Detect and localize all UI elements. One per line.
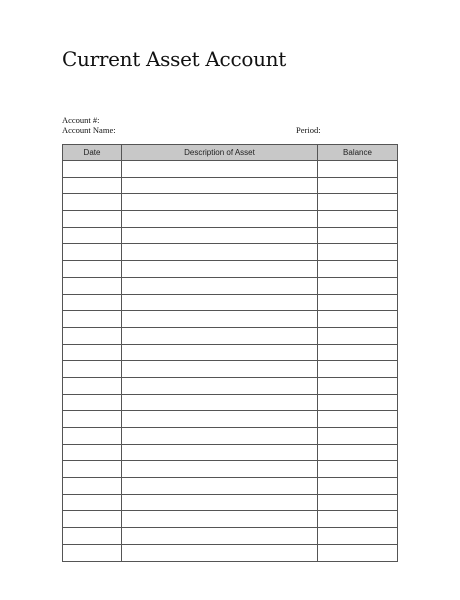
- balance-cell[interactable]: [318, 494, 398, 511]
- date-cell[interactable]: [63, 428, 122, 445]
- description-cell[interactable]: [122, 428, 318, 445]
- date-cell[interactable]: [63, 211, 122, 228]
- date-cell[interactable]: [63, 277, 122, 294]
- table-row: [63, 494, 398, 511]
- column-header-description: Description of Asset: [122, 145, 318, 161]
- balance-cell[interactable]: [318, 311, 398, 328]
- date-cell[interactable]: [63, 461, 122, 478]
- balance-cell[interactable]: [318, 344, 398, 361]
- date-cell[interactable]: [63, 344, 122, 361]
- table-row: [63, 294, 398, 311]
- date-cell[interactable]: [63, 411, 122, 428]
- table-row: [63, 478, 398, 495]
- date-cell[interactable]: [63, 528, 122, 545]
- balance-cell[interactable]: [318, 194, 398, 211]
- table-row: [63, 411, 398, 428]
- date-cell[interactable]: [63, 261, 122, 278]
- description-cell[interactable]: [122, 377, 318, 394]
- balance-cell[interactable]: [318, 461, 398, 478]
- description-cell[interactable]: [122, 327, 318, 344]
- column-header-balance: Balance: [318, 145, 398, 161]
- date-cell[interactable]: [63, 361, 122, 378]
- date-cell[interactable]: [63, 177, 122, 194]
- date-cell[interactable]: [63, 227, 122, 244]
- page-title: Current Asset Account: [62, 47, 287, 71]
- table-row: [63, 261, 398, 278]
- table-row: [63, 277, 398, 294]
- description-cell[interactable]: [122, 344, 318, 361]
- description-cell[interactable]: [122, 528, 318, 545]
- account-number-label: Account #:: [62, 115, 100, 125]
- date-cell[interactable]: [63, 194, 122, 211]
- description-cell[interactable]: [122, 361, 318, 378]
- table-row: [63, 394, 398, 411]
- date-cell[interactable]: [63, 311, 122, 328]
- table-row: [63, 227, 398, 244]
- table-row: [63, 511, 398, 528]
- balance-cell[interactable]: [318, 528, 398, 545]
- balance-cell[interactable]: [318, 277, 398, 294]
- column-header-date: Date: [63, 145, 122, 161]
- date-cell[interactable]: [63, 494, 122, 511]
- balance-cell[interactable]: [318, 177, 398, 194]
- table-row: [63, 428, 398, 445]
- date-cell[interactable]: [63, 244, 122, 261]
- table-row: [63, 361, 398, 378]
- date-cell[interactable]: [63, 511, 122, 528]
- balance-cell[interactable]: [318, 444, 398, 461]
- balance-cell[interactable]: [318, 161, 398, 178]
- table-row: [63, 377, 398, 394]
- date-cell[interactable]: [63, 327, 122, 344]
- description-cell[interactable]: [122, 461, 318, 478]
- description-cell[interactable]: [122, 294, 318, 311]
- description-cell[interactable]: [122, 411, 318, 428]
- table-row: [63, 211, 398, 228]
- table-row: [63, 461, 398, 478]
- date-cell[interactable]: [63, 478, 122, 495]
- description-cell[interactable]: [122, 444, 318, 461]
- description-cell[interactable]: [122, 211, 318, 228]
- table-row: [63, 161, 398, 178]
- table-body: [63, 161, 398, 562]
- table-row: [63, 327, 398, 344]
- balance-cell[interactable]: [318, 377, 398, 394]
- description-cell[interactable]: [122, 544, 318, 561]
- balance-cell[interactable]: [318, 544, 398, 561]
- date-cell[interactable]: [63, 161, 122, 178]
- description-cell[interactable]: [122, 478, 318, 495]
- date-cell[interactable]: [63, 394, 122, 411]
- description-cell[interactable]: [122, 161, 318, 178]
- account-name-label: Account Name:: [62, 125, 116, 135]
- description-cell[interactable]: [122, 511, 318, 528]
- description-cell[interactable]: [122, 194, 318, 211]
- date-cell[interactable]: [63, 294, 122, 311]
- date-cell[interactable]: [63, 544, 122, 561]
- balance-cell[interactable]: [318, 294, 398, 311]
- balance-cell[interactable]: [318, 227, 398, 244]
- table-row: [63, 444, 398, 461]
- description-cell[interactable]: [122, 394, 318, 411]
- balance-cell[interactable]: [318, 411, 398, 428]
- table-row: [63, 194, 398, 211]
- table-row: [63, 528, 398, 545]
- table-row: [63, 177, 398, 194]
- description-cell[interactable]: [122, 261, 318, 278]
- balance-cell[interactable]: [318, 428, 398, 445]
- balance-cell[interactable]: [318, 478, 398, 495]
- table-header-row: [63, 145, 398, 161]
- description-cell[interactable]: [122, 311, 318, 328]
- balance-cell[interactable]: [318, 361, 398, 378]
- description-cell[interactable]: [122, 177, 318, 194]
- date-cell[interactable]: [63, 377, 122, 394]
- balance-cell[interactable]: [318, 211, 398, 228]
- balance-cell[interactable]: [318, 261, 398, 278]
- balance-cell[interactable]: [318, 327, 398, 344]
- table-row: [63, 311, 398, 328]
- table-row: [63, 344, 398, 361]
- asset-ledger-table: [62, 144, 398, 562]
- date-cell[interactable]: [63, 444, 122, 461]
- description-cell[interactable]: [122, 277, 318, 294]
- table-row: [63, 244, 398, 261]
- table-row: [63, 544, 398, 561]
- balance-cell[interactable]: [318, 511, 398, 528]
- description-cell[interactable]: [122, 244, 318, 261]
- description-cell[interactable]: [122, 227, 318, 244]
- description-cell[interactable]: [122, 494, 318, 511]
- balance-cell[interactable]: [318, 394, 398, 411]
- period-label: Period:: [296, 125, 321, 135]
- balance-cell[interactable]: [318, 244, 398, 261]
